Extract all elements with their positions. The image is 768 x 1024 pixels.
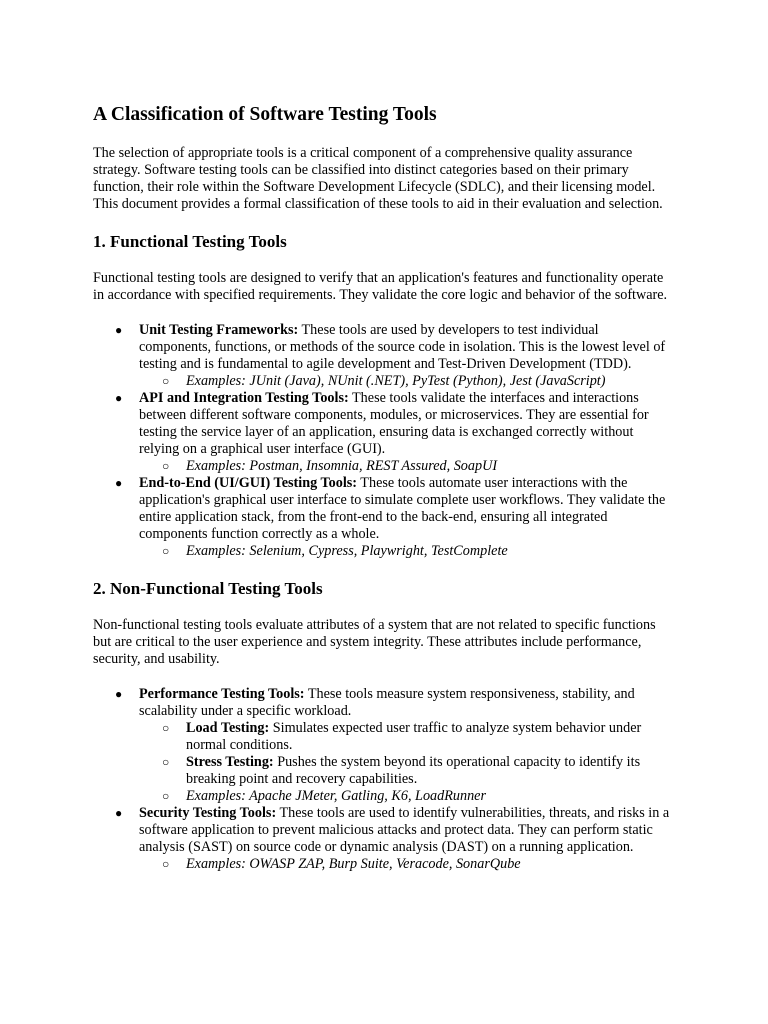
item-term: Unit Testing Frameworks: [139,322,299,338]
sub-item-term: Load Testing: [186,720,270,736]
section-2-list [93,686,674,873]
examples-text: Examples: Postman, Insomnia, REST Assured, SoapUI [186,458,498,474]
item-description: These tools automate user interactions with the application's graphical user interface to simulate complete user workflows. They validate the entire application stack, from the front-end to the back-end, ensuring all integrated components function correctly as a whole. [139,475,666,542]
list-item-security-testing [115,805,674,873]
bullet-icon: ● [115,323,123,337]
item-term: Security Testing Tools: [139,805,277,821]
hollow-bullet-icon: ○ [162,544,170,558]
hollow-bullet-icon: ○ [162,857,170,871]
hollow-bullet-icon: ○ [162,374,170,388]
hollow-bullet-icon: ○ [162,789,170,803]
list-item-e2e-testing [115,475,674,560]
sub-item-description: Simulates expected user traffic to analyze system behavior under normal conditions. [186,720,642,753]
sub-list-item-examples [162,856,674,873]
bullet-icon: ● [115,391,123,405]
section-2-paragraph: Non-functional testing tools evaluate attributes of a system that are not related to specific functions but are critical to the user experience and system integrity. These attributes include performance, security, and usability. [93,617,656,667]
section-2-heading: 2. Non-Functional Testing Tools [93,579,323,598]
bullet-icon: ● [115,687,123,701]
bullet-icon: ● [115,476,123,490]
section-1-paragraph: Functional testing tools are designed to verify that an application's features and functionality operate in accordance with specified requirements. They validate the core logic and behavior of the software. [93,270,668,303]
bullet-icon: ● [115,806,123,820]
sub-list [139,458,674,475]
item-description: These tools are used by developers to test individual components, functions, or methods of the source code in isolation. This is the lowest level of testing and is fundamental to agile development and Test-Driven Development (TDD). [139,322,666,372]
sub-list [139,720,674,805]
list-item-api-testing [115,390,674,475]
sub-item-description: Pushes the system beyond its operational capacity to identify its breaking point and recovery capabilities. [186,754,641,787]
sub-item-term: Stress Testing: [186,754,274,770]
sub-list-item-stress-testing [162,754,674,788]
hollow-bullet-icon: ○ [162,721,170,735]
item-description: These tools are used to identify vulnerabilities, threats, and risks in a software application to prevent malicious attacks and protect data. They can perform static analysis (SAST) on source code or dynamic analysis (DAST) on a running application. [139,805,670,855]
list-item-unit-testing [115,322,674,390]
sub-list-item-examples [162,543,674,560]
section-1-list [93,322,674,560]
intro-paragraph: The selection of appropriate tools is a critical component of a comprehensive quality assurance strategy. Software testing tools can be classified into distinct categories based on their primary function, their role within the Software Development Lifecycle (SDLC), and their licensing model. This document provides a formal classification of these tools to aid in their evaluation and selection. [93,145,663,212]
item-term: API and Integration Testing Tools: [139,390,349,406]
examples-text: Examples: JUnit (Java), NUnit (.NET), PyTest (Python), Jest (JavaScript) [186,373,606,389]
sub-list-item-load-testing [162,720,674,754]
item-description: These tools measure system responsiveness, stability, and scalability under a specific workload. [139,686,635,719]
sub-list-item-examples [162,458,674,475]
hollow-bullet-icon: ○ [162,459,170,473]
sub-list [139,543,674,560]
examples-text: Examples: Selenium, Cypress, Playwright, TestComplete [186,543,508,559]
list-item-performance-testing [115,686,674,805]
examples-text: Examples: OWASP ZAP, Burp Suite, Veracode, SonarQube [186,856,521,872]
hollow-bullet-icon: ○ [162,755,170,769]
item-description: These tools validate the interfaces and interactions between different software components, modules, or microservices. They are essential for testing the service layer of an application, ensuring data is exchanged correctly without relying on a graphical user interface (GUI). [139,390,649,457]
document-title: A Classification of Software Testing Tools [93,104,437,125]
sub-list [139,856,674,873]
sub-list-item-examples [162,788,674,805]
item-term: End-to-End (UI/GUI) Testing Tools: [139,475,358,491]
sub-list [139,373,674,390]
examples-text: Examples: Apache JMeter, Gatling, K6, LoadRunner [186,788,486,804]
section-1-heading: 1. Functional Testing Tools [93,232,287,251]
sub-list-item-examples [162,373,674,390]
item-term: Performance Testing Tools: [139,686,305,702]
